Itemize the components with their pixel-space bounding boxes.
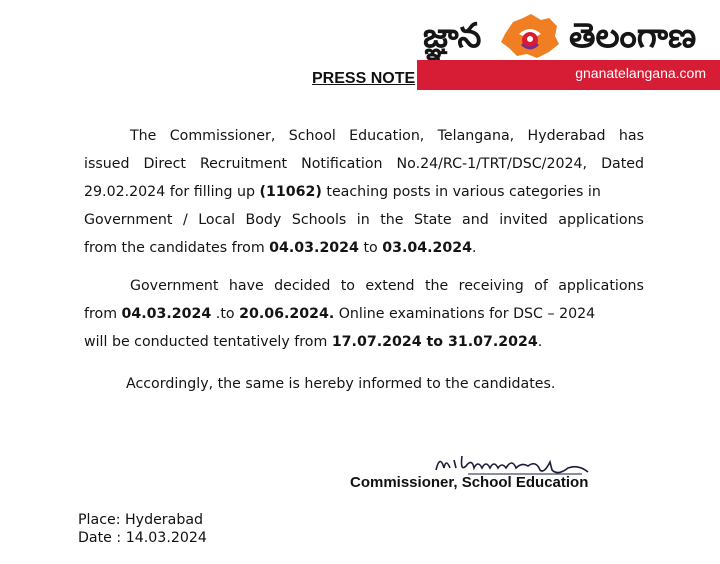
paragraph-notification <box>84 122 644 262</box>
press-note-title: PRESS NOTE <box>312 70 416 87</box>
signatory-title: Commissioner, School Education <box>350 474 589 491</box>
site-logo <box>417 10 720 60</box>
telangana-map-icon <box>497 12 563 60</box>
paragraph2-line3: will be conducted tentatively from 17.07.2024 to 31.07.2024. <box>84 334 543 350</box>
paragraph1-line2: issued Direct Recruitment Notification No.24/RC-1/TRT/DSC/2024, Dated <box>84 156 644 172</box>
paragraph-informed <box>84 370 644 398</box>
paragraph2-line1: Government have decided to extend the receiving of applications <box>130 278 644 294</box>
site-banner <box>417 0 720 90</box>
date-label: Date : 14.03.2024 <box>78 530 207 546</box>
domain-link[interactable]: gnanatelangana.com <box>575 65 706 81</box>
paragraph-extension <box>84 272 644 356</box>
logo-text-left: జ్ఞాన <box>423 16 482 56</box>
place-label: Place: Hyderabad <box>78 512 204 528</box>
paragraph3-line1: Accordingly, the same is hereby informed to the candidates. <box>126 376 556 392</box>
paragraph1-line4: Government / Local Body Schools in the State and invited applications <box>84 212 644 228</box>
paragraph1-line1: The Commissioner, School Education, Telangana, Hyderabad has <box>130 128 644 144</box>
logo-text-right: తెలంగాణ <box>569 16 697 56</box>
paragraph1-line5: from the candidates from 04.03.2024 to 03.04.2024. <box>84 240 477 256</box>
paragraph1-line3: 29.02.2024 for filling up (11062) teaching posts in various categories in <box>84 184 601 200</box>
paragraph2-line2: from 04.03.2024 .to 20.06.2024. Online examinations for DSC – 2024 <box>84 306 596 322</box>
domain-strip <box>417 60 720 90</box>
